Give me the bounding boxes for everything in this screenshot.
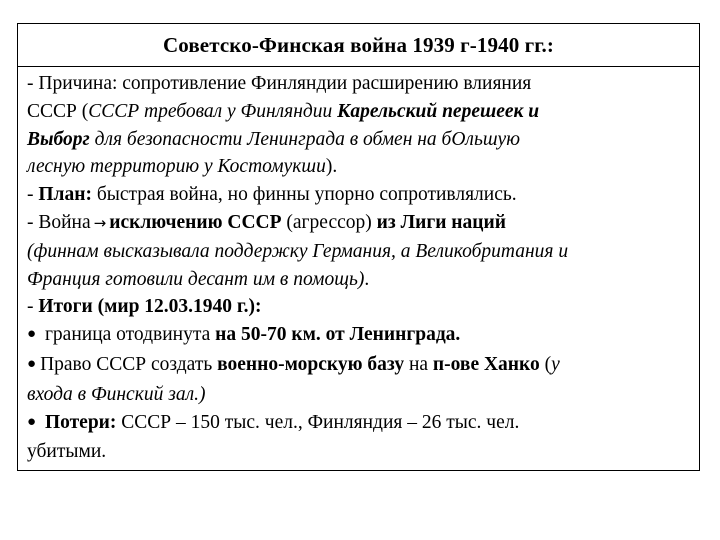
right-italic-1: у bbox=[551, 353, 560, 375]
war-bold-1: исключению СССР bbox=[109, 211, 282, 233]
reason-italic: СССР требовал у Финляндии bbox=[88, 100, 338, 122]
reason-line-3 bbox=[27, 126, 691, 154]
vyborg-text: Выборг bbox=[27, 128, 90, 150]
reason-bold-italic: Карельский перешеек и bbox=[337, 100, 540, 122]
border-plain: граница отодвинута bbox=[40, 324, 216, 346]
results-line bbox=[27, 293, 691, 321]
reason-plain: СССР ( bbox=[27, 100, 89, 122]
war-line-3 bbox=[27, 266, 691, 294]
war-line-1 bbox=[27, 209, 691, 238]
war-bold-2: из Лиги наций bbox=[376, 211, 506, 233]
right-line-1 bbox=[27, 351, 691, 381]
losses-line-1 bbox=[27, 409, 691, 439]
slide-frame bbox=[17, 23, 700, 471]
right-line-2 bbox=[27, 381, 691, 409]
right-bold-2: п-ове Ханко bbox=[432, 353, 540, 375]
right-italic-2: входа в Финский зал.) bbox=[27, 383, 206, 405]
results-label: Итоги (мир 12.03.1940 г.): bbox=[38, 296, 262, 318]
reason-line-2 bbox=[27, 98, 691, 126]
title-bar bbox=[18, 24, 699, 67]
plan-line bbox=[27, 181, 691, 209]
slide-title: Советско-Финская война 1939 г-1940 гг.: bbox=[163, 32, 554, 57]
right-plain-3: ( bbox=[539, 353, 552, 375]
losses-text: СССР – 150 тыс. чел., Финляндия – 26 тыс. чел. bbox=[116, 411, 520, 433]
bullet-icon: ● bbox=[27, 326, 37, 343]
war-italic-1: (финнам высказывала поддержку Германия, а Великобритания и bbox=[27, 240, 569, 262]
reason-line-4 bbox=[27, 153, 691, 181]
plan-label: План: bbox=[38, 184, 92, 206]
reason-text: - Причина: сопротивление Финляндии расширению влияния bbox=[27, 73, 532, 94]
losses-label: Потери: bbox=[40, 411, 117, 433]
results-dash: - bbox=[27, 296, 39, 318]
right-bold-1: военно-морскую базу bbox=[217, 353, 405, 375]
war-plain: (агрессор) bbox=[281, 211, 377, 233]
slide-content bbox=[18, 67, 699, 466]
bullet-icon: ● bbox=[27, 413, 37, 430]
war-prefix: - Война bbox=[27, 211, 91, 233]
reason-italic-2: для безопасности Ленинграда в обмен на бОльшую bbox=[89, 128, 520, 150]
arrow-right-icon: → bbox=[93, 213, 107, 232]
plan-dash: - bbox=[27, 184, 39, 206]
losses-line-2 bbox=[27, 438, 691, 466]
plan-text: быстрая война, но финны упорно сопротивлялись. bbox=[91, 184, 517, 206]
losses-text-2: убитыми. bbox=[27, 441, 107, 463]
war-italic-2: Франция готовили десант им в помощь) bbox=[27, 268, 365, 290]
border-bold: на 50-70 км. от Ленинграда. bbox=[215, 324, 461, 346]
war-line-2 bbox=[27, 238, 691, 266]
bullet-icon: ● bbox=[27, 355, 37, 372]
right-plain-2: на bbox=[404, 353, 433, 375]
reason-end: ). bbox=[325, 156, 338, 178]
reason-line-1 bbox=[27, 70, 691, 98]
reason-italic-3: лесную территорию у Костомукши bbox=[27, 156, 326, 178]
border-line bbox=[27, 321, 691, 351]
war-end: . bbox=[364, 268, 370, 290]
right-plain-1: Право СССР создать bbox=[40, 353, 218, 375]
